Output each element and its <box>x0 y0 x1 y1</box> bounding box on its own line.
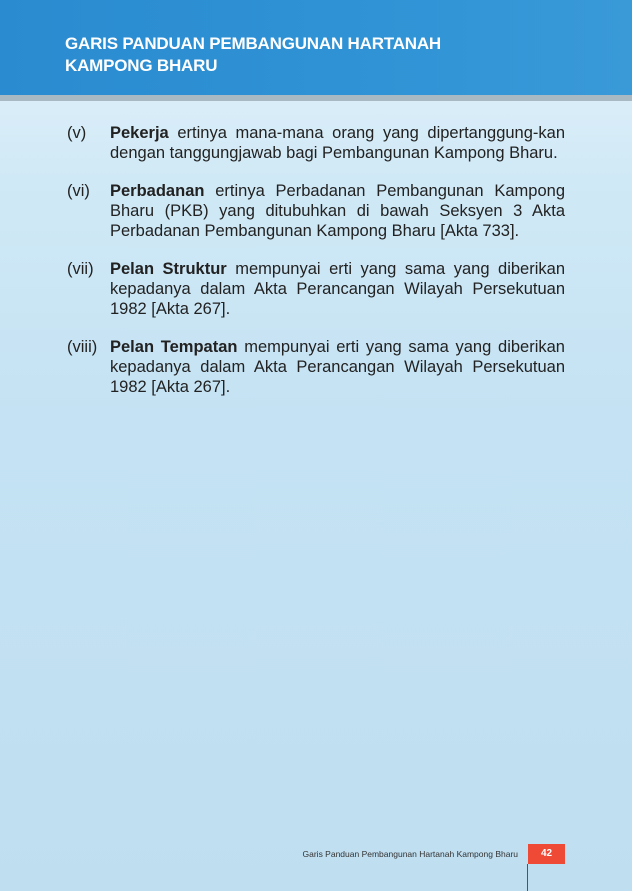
item-term: Pelan Struktur <box>110 260 227 278</box>
item-number: (vi) <box>67 182 90 200</box>
item-text <box>110 181 565 241</box>
item-text <box>110 337 565 397</box>
item-term: Pekerja <box>110 124 169 142</box>
item-text <box>110 123 565 163</box>
document-title-line-1: GARIS PANDUAN PEMBANGUNAN HARTANAH <box>65 34 442 53</box>
item-description: ertinya mana-mana orang yang dipertanggung-kan dengan tanggungjawab bagi Pembangunan Kampong Bharu. <box>110 124 565 162</box>
definition-item-v <box>67 123 565 163</box>
document-title <box>65 33 585 77</box>
page-marker-line <box>527 864 528 891</box>
item-number: (v) <box>67 124 87 142</box>
footer-title: Garis Panduan Pembangunan Hartanah Kampong Bharu <box>302 849 518 859</box>
item-number: (vii) <box>67 260 94 278</box>
definition-item-viii <box>67 337 565 397</box>
item-term: Pelan Tempatan <box>110 338 238 356</box>
definition-item-vii <box>67 259 565 319</box>
definition-item-vi <box>67 181 565 241</box>
item-description: mempunyai erti yang sama yang diberikan kepadanya dalam Akta Perancangan Wilayah Persekutuan 1982 [Akta 267]. <box>110 260 565 318</box>
item-description: ertinya Perbadanan Pembangunan Kampong Bharu (PKB) yang ditubuhkan di bawah Seksyen 3 Akta Perbadanan Pembangunan Kampong Bharu [Akta 733]. <box>110 182 565 240</box>
page-header <box>0 0 632 95</box>
document-title-line-2: KAMPONG BHARU <box>65 56 218 75</box>
definitions-list <box>67 123 565 415</box>
item-description: mempunyai erti yang sama yang diberikan kepadanya dalam Akta Perancangan Wilayah Persekutuan 1982 [Akta 267]. <box>110 338 565 396</box>
item-number: (viii) <box>67 338 98 356</box>
item-text <box>110 259 565 319</box>
item-term: Perbadanan <box>110 182 205 200</box>
header-divider <box>0 95 632 101</box>
page-number: 42 <box>528 844 565 864</box>
